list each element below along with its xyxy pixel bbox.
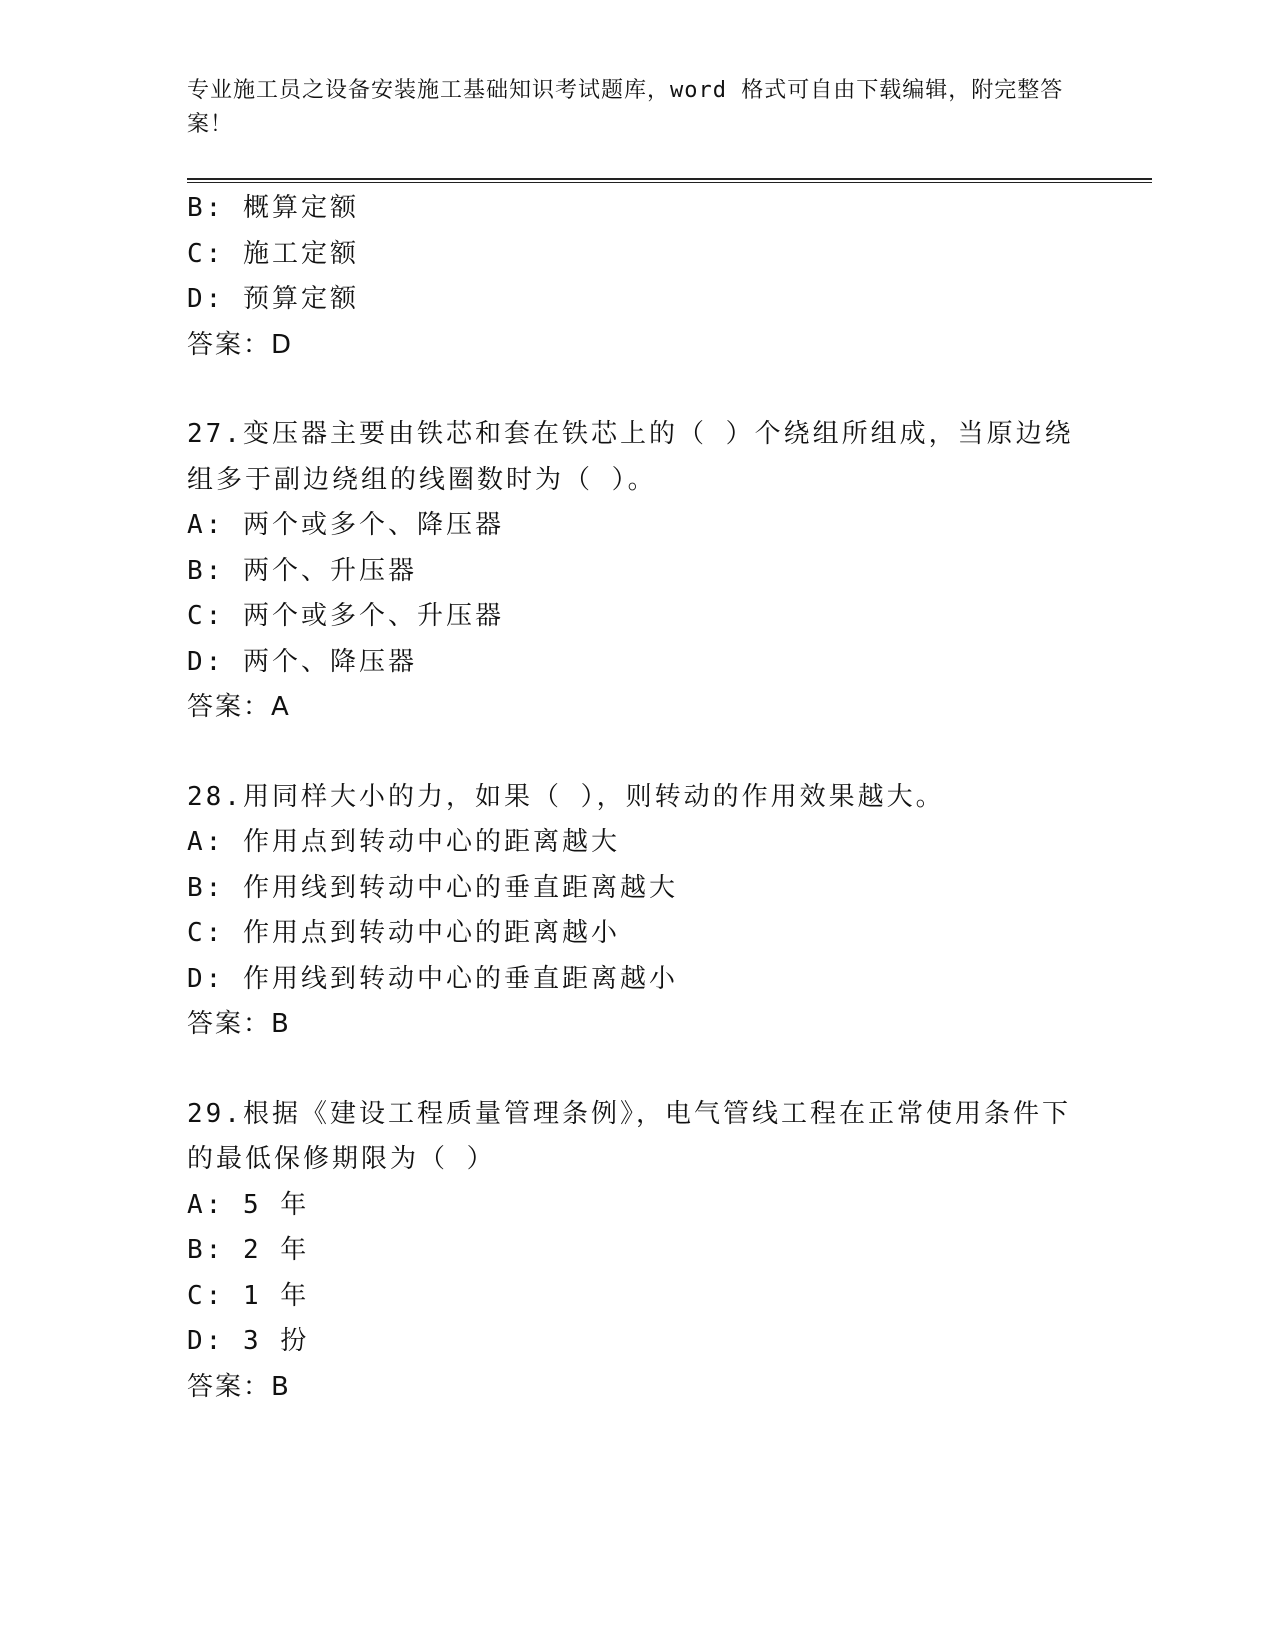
- option-c: C: 两个或多个、升压器: [187, 601, 504, 631]
- question-list: [187, 186, 1087, 1410]
- option-b: B: 两个、升压器: [187, 555, 417, 586]
- option-b: B: 作用线到转动中心的垂直距离越大: [187, 872, 678, 903]
- question-text: 29.根据《建设工程质量管理条例》，电气管线工程在正常使用条件下: [187, 1098, 1071, 1129]
- question-text: 27.变压器主要由铁芯和套在铁芯上的（ ）个绕组所组成，当原边绕: [187, 419, 1074, 449]
- option-d: D: 预算定额: [187, 284, 359, 314]
- question-28: [187, 775, 1087, 1048]
- header-text: 专业施工员之设备安装施工基础知识考试题库，word 格式可自由下载编辑，附完整答案！: [187, 78, 1064, 137]
- question-text: 28.用同样大小的力，如果（ ），则转动的作用效果越大。: [187, 781, 945, 812]
- answer-line: 答案：B: [187, 1371, 291, 1402]
- question-29: [187, 1092, 1087, 1411]
- page-header: [187, 74, 1067, 142]
- continued-question: [187, 186, 1087, 368]
- option-d: D: 3 扮: [187, 1326, 310, 1356]
- option-a: A: 作用点到转动中心的距离越大: [187, 827, 620, 857]
- option-b: B: 2 年: [187, 1235, 310, 1265]
- question-27: [187, 412, 1087, 731]
- question-text: 的最低保修期限为（ ）: [187, 1144, 496, 1174]
- option-c: C: 施工定额: [187, 238, 359, 269]
- answer-line: 答案：D: [187, 329, 294, 360]
- option-a: A: 5 年: [187, 1189, 310, 1220]
- option-c: C: 作用点到转动中心的距离越小: [187, 918, 620, 948]
- header-divider: [187, 178, 1152, 183]
- answer-line: 答案：A: [187, 692, 291, 722]
- option-a: A: 两个或多个、降压器: [187, 510, 504, 540]
- spacer: [187, 731, 1087, 775]
- option-c: C: 1 年: [187, 1280, 310, 1311]
- spacer: [187, 368, 1087, 412]
- option-b: B: 概算定额: [187, 193, 359, 223]
- answer-line: 答案：B: [187, 1009, 291, 1039]
- question-text: 组多于副边绕组的线圈数时为（ ）。: [187, 464, 657, 495]
- option-d: D: 作用线到转动中心的垂直距离越小: [187, 963, 678, 994]
- option-d: D: 两个、降压器: [187, 646, 417, 677]
- spacer: [187, 1048, 1087, 1092]
